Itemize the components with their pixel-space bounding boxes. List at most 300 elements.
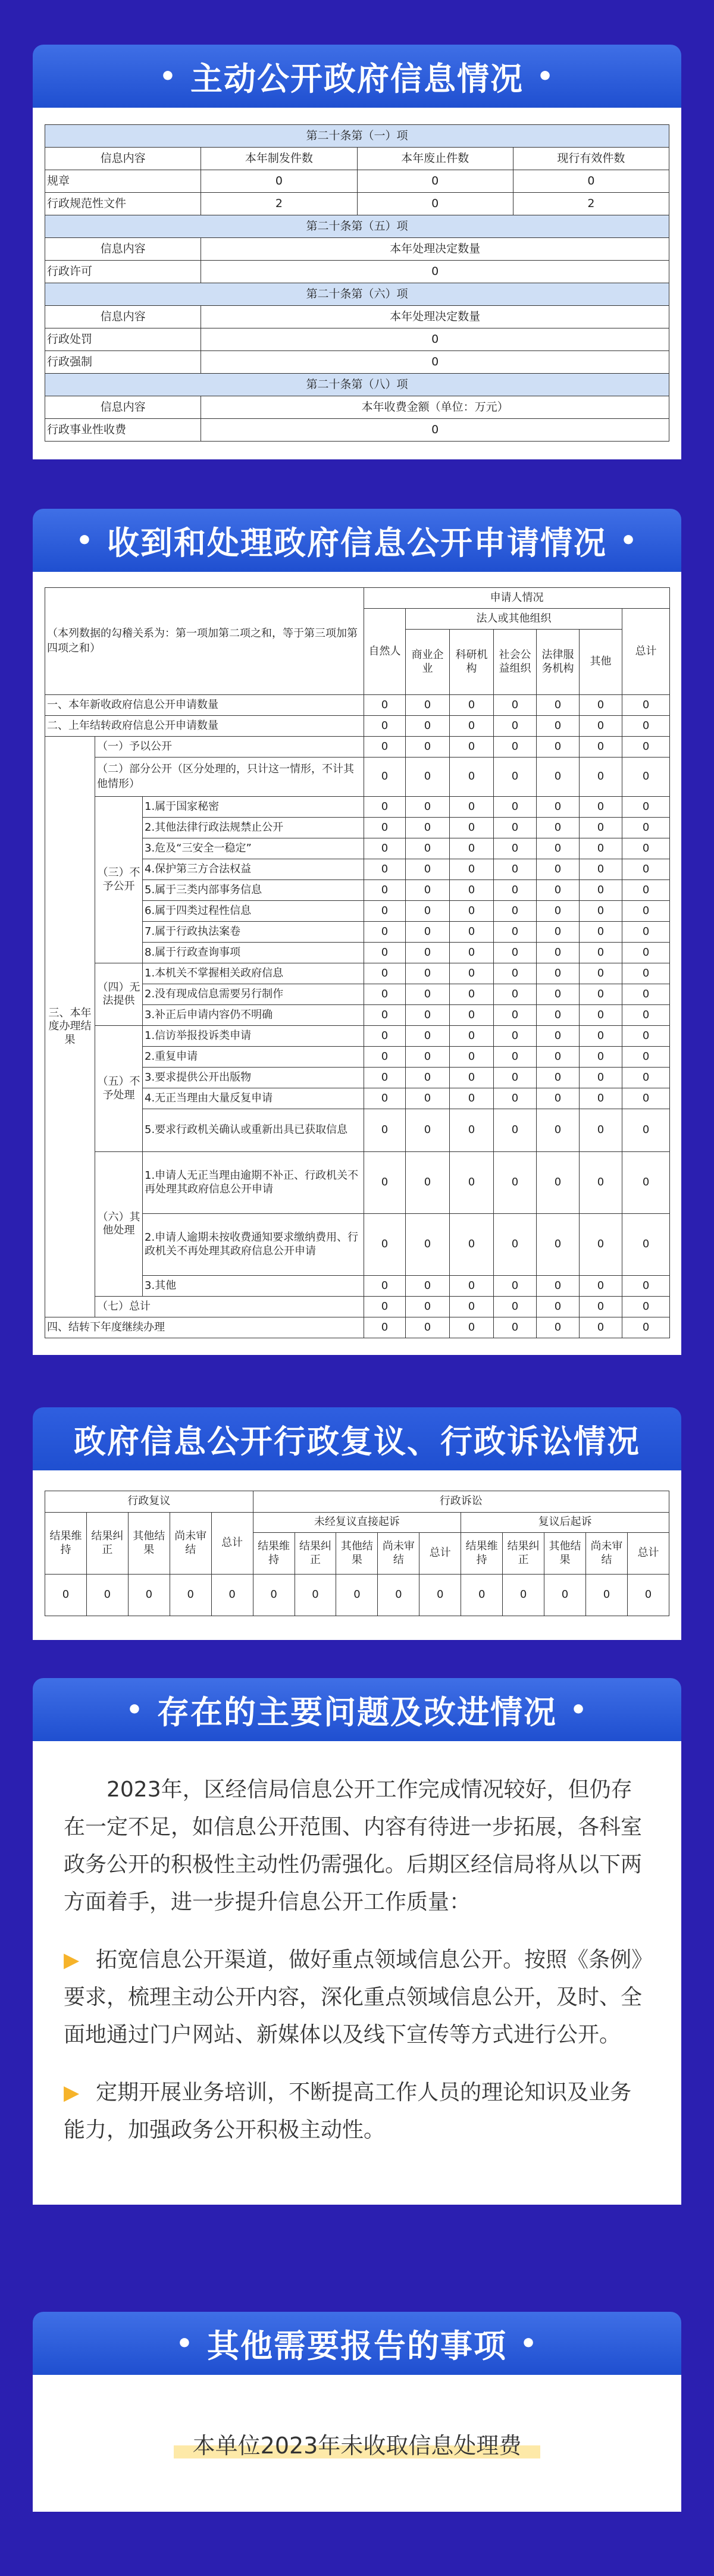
column-header: 其他结果: [544, 1533, 586, 1575]
value-cell: 0: [494, 797, 537, 818]
value-cell: 0: [364, 1297, 406, 1317]
table-cell: 0: [201, 261, 669, 283]
value-cell: 0: [494, 880, 537, 901]
column-header: 自然人: [364, 609, 406, 695]
value-cell: 0: [364, 737, 406, 758]
value-cell: 0: [537, 1317, 580, 1338]
table-cell: 0: [201, 419, 669, 442]
header-row: [45, 1491, 669, 1513]
value-cell: 0: [406, 716, 450, 737]
column-header: 复议后起诉: [461, 1513, 669, 1533]
value-cell: 0: [253, 1575, 295, 1616]
value-cell: 0: [364, 880, 406, 901]
value-cell: 0: [537, 1152, 580, 1214]
value-cell: 0: [580, 943, 622, 963]
value-cell: 0: [406, 818, 450, 838]
value-cell: 0: [364, 859, 406, 880]
bullet-paragraph: [64, 1941, 650, 2054]
value-cell: 0: [450, 716, 494, 737]
value-cell: 0: [406, 984, 450, 1005]
column-header: 本年处理决定数量: [201, 238, 669, 261]
value-cell: 0: [406, 737, 450, 758]
value-cell: 0: [494, 1005, 537, 1026]
section-banner: [33, 509, 681, 572]
value-cell: 0: [406, 1026, 450, 1047]
value-cell: 0: [580, 922, 622, 943]
review-litigation-table: [45, 1491, 669, 1616]
value-cell: 0: [622, 922, 670, 943]
column-header: 未经复议直接起诉: [253, 1513, 461, 1533]
value-cell: 0: [537, 984, 580, 1005]
value-cell: 0: [295, 1575, 336, 1616]
value-cell: 0: [494, 1047, 537, 1068]
value-cell: 0: [364, 1152, 406, 1214]
row-label: 3.要求提供公开出版物: [143, 1068, 364, 1088]
value-cell: 0: [503, 1575, 544, 1616]
row-label: 一、本年新收政府信息公开申请数量: [45, 695, 364, 716]
value-cell: 0: [406, 943, 450, 963]
row-label: 8.属于行政查询事项: [143, 943, 364, 963]
bullet-dot: •: [126, 1694, 144, 1725]
value-cell: 0: [580, 1276, 622, 1297]
paragraph: 2023年，区经信局信息公开工作完成情况较好，但仍存在一定不足，如信息公开范围、内容有待进一步拓展，各科室政务公开的积极性主动性仍需强化。后期区经信局将从以下两方面着手，进一步提升信息公开工作质量：: [64, 1777, 643, 1914]
column-header: 结果维持: [253, 1533, 295, 1575]
row-label: 7.属于行政执法案卷: [143, 922, 364, 943]
table-cell: 行政处罚: [45, 328, 201, 351]
value-cell: 0: [406, 1214, 450, 1276]
row-label: 3.其他: [143, 1276, 364, 1297]
value-cell: 0: [494, 1276, 537, 1297]
value-cell: 0: [450, 922, 494, 943]
value-cell: 0: [461, 1575, 503, 1616]
value-cell: 0: [406, 758, 450, 797]
column-header: 总计: [627, 1533, 669, 1575]
table-cell: 0: [201, 170, 357, 193]
value-cell: 0: [450, 737, 494, 758]
value-cell: 0: [450, 797, 494, 818]
bullet-paragraph: [64, 2074, 650, 2149]
row-label: 4.保护第三方合法权益: [143, 859, 364, 880]
column-header: 本年制发件数: [201, 148, 357, 170]
table-row: [45, 716, 670, 737]
table-row: [45, 1575, 669, 1616]
value-cell: 0: [537, 943, 580, 963]
row-label: 1.申请人无正当理由逾期不补正、行政机关不再处理其政府信息公开申请: [143, 1152, 364, 1214]
value-cell: 0: [622, 1005, 670, 1026]
highlighted-note: 本单位2023年未收取信息处理费: [174, 2427, 541, 2460]
section-title: 政府信息公开行政复议、行政诉讼情况: [74, 1422, 640, 1460]
value-cell: 0: [494, 695, 537, 716]
column-header: 申请人情况: [364, 588, 670, 609]
value-cell: 0: [450, 963, 494, 984]
value-cell: 0: [170, 1575, 211, 1616]
value-cell: 0: [494, 1152, 537, 1214]
value-cell: 0: [364, 1026, 406, 1047]
value-cell: 0: [622, 1068, 670, 1088]
value-cell: 0: [450, 880, 494, 901]
table-cell: 0: [201, 351, 669, 374]
table-row: [45, 193, 669, 215]
column-header: 信息内容: [45, 306, 201, 328]
value-cell: 0: [406, 901, 450, 922]
value-cell: 0: [622, 797, 670, 818]
value-cell: 0: [406, 1152, 450, 1214]
column-header: 信息内容: [45, 238, 201, 261]
value-cell: 0: [580, 901, 622, 922]
value-cell: 0: [585, 1575, 627, 1616]
column-header: 现行有效件数: [513, 148, 669, 170]
column-header: 其他结果: [336, 1533, 378, 1575]
value-cell: 0: [580, 963, 622, 984]
table-header: 第二十条第（一）项: [45, 125, 669, 148]
value-cell: 0: [450, 1317, 494, 1338]
section-title: 主动公开政府信息情况: [190, 60, 524, 98]
column-header: 法人或其他组织: [406, 609, 622, 630]
value-cell: 0: [622, 901, 670, 922]
value-cell: 0: [450, 859, 494, 880]
value-cell: 0: [364, 1317, 406, 1338]
value-cell: 0: [580, 737, 622, 758]
value-cell: 0: [580, 880, 622, 901]
value-cell: 0: [494, 737, 537, 758]
value-cell: 0: [450, 818, 494, 838]
section-card: [33, 1741, 681, 2205]
value-cell: 0: [450, 1297, 494, 1317]
value-cell: 0: [622, 880, 670, 901]
value-cell: 0: [336, 1575, 378, 1616]
value-cell: 0: [450, 1276, 494, 1297]
bullet-dot: •: [570, 1694, 588, 1725]
value-cell: 0: [450, 1109, 494, 1152]
section-card: [33, 1470, 681, 1640]
table-row: [45, 1152, 670, 1214]
column-header: 结果纠正: [86, 1513, 128, 1575]
value-cell: 0: [537, 797, 580, 818]
column-header: 本年处理决定数量: [201, 306, 669, 328]
paragraph-text: 拓宽信息公开渠道，做好重点领域信息公开。按照《条例》要求，梳理主动公开内容，深化重点领域信息公开，及时、全面地通过门户网站、新媒体以及线下宣传等方式进行公开。: [64, 1948, 643, 2047]
value-cell: 0: [494, 1088, 537, 1109]
value-cell: 0: [622, 1026, 670, 1047]
value-cell: 0: [494, 1317, 537, 1338]
table-header: 第二十条第（五）项: [45, 215, 669, 238]
column-header: 结果维持: [45, 1513, 87, 1575]
column-header: 结果纠正: [295, 1533, 336, 1575]
row-label: 四、结转下年度继续办理: [45, 1317, 364, 1338]
table-row: [45, 1317, 670, 1338]
table-cell: 行政事业性收费: [45, 419, 201, 442]
column-header: 商业企业: [406, 630, 450, 695]
table-cell: 行政强制: [45, 351, 201, 374]
table-row: [45, 695, 670, 716]
table-header: 第二十条第（八）项: [45, 374, 669, 396]
value-cell: 0: [450, 984, 494, 1005]
value-cell: 0: [580, 1297, 622, 1317]
group-label: （六）其他处理: [95, 1152, 143, 1297]
value-cell: 0: [364, 818, 406, 838]
value-cell: 0: [494, 963, 537, 984]
value-cell: 0: [406, 1088, 450, 1109]
value-cell: 0: [378, 1575, 419, 1616]
value-cell: 0: [364, 984, 406, 1005]
row-label: 1.属于国家秘密: [143, 797, 364, 818]
bullet-dot: •: [76, 525, 94, 556]
other-matters-section: [33, 2312, 681, 2512]
value-cell: 0: [406, 1297, 450, 1317]
table-cell: 0: [357, 170, 513, 193]
value-cell: 0: [364, 758, 406, 797]
row-label: 三、本年度办理结果: [45, 737, 95, 1317]
bullet-dot: •: [176, 2328, 194, 2359]
value-cell: 0: [406, 1109, 450, 1152]
value-cell: 0: [364, 1068, 406, 1088]
value-cell: 0: [580, 797, 622, 818]
value-cell: 0: [450, 838, 494, 859]
value-cell: 0: [364, 922, 406, 943]
row-label: 二、上年结转政府信息公开申请数量: [45, 716, 364, 737]
value-cell: 0: [406, 1047, 450, 1068]
value-cell: 0: [580, 1152, 622, 1214]
value-cell: 0: [494, 943, 537, 963]
value-cell: 0: [580, 1068, 622, 1088]
value-cell: 0: [537, 818, 580, 838]
column-header: 社会公益组织: [494, 630, 537, 695]
table-cell: 2: [513, 193, 669, 215]
value-cell: 0: [419, 1575, 461, 1616]
value-cell: 0: [494, 1214, 537, 1276]
table-row: [45, 328, 669, 351]
value-cell: 0: [450, 1047, 494, 1068]
value-cell: 0: [364, 1276, 406, 1297]
value-cell: 0: [622, 716, 670, 737]
table-cell: 0: [513, 170, 669, 193]
value-cell: 0: [537, 758, 580, 797]
value-cell: 0: [364, 1088, 406, 1109]
value-cell: 0: [406, 963, 450, 984]
table-row: [45, 963, 670, 984]
value-cell: 0: [364, 1047, 406, 1068]
value-cell: 0: [580, 1317, 622, 1338]
value-cell: 0: [622, 838, 670, 859]
proactive-disclosure-section: [33, 45, 681, 459]
table-row: [45, 170, 669, 193]
value-cell: 0: [450, 1214, 494, 1276]
value-cell: 0: [406, 859, 450, 880]
value-cell: 0: [580, 818, 622, 838]
value-cell: 0: [450, 901, 494, 922]
value-cell: 0: [494, 818, 537, 838]
value-cell: 0: [622, 859, 670, 880]
value-cell: 0: [537, 1026, 580, 1047]
row-label: 1.信访举报投诉类申请: [143, 1026, 364, 1047]
value-cell: 0: [406, 922, 450, 943]
value-cell: 0: [622, 1317, 670, 1338]
column-header: 总计: [622, 609, 670, 695]
value-cell: 0: [627, 1575, 669, 1616]
row-label: 6.属于四类过程性信息: [143, 901, 364, 922]
column-header: 其他结果: [128, 1513, 170, 1575]
value-cell: 0: [622, 984, 670, 1005]
value-cell: 0: [494, 838, 537, 859]
column-header: 信息内容: [45, 396, 201, 419]
value-cell: 0: [580, 1026, 622, 1047]
value-cell: 0: [622, 1047, 670, 1068]
row-label: 2.没有现成信息需要另行制作: [143, 984, 364, 1005]
section-banner: [33, 2312, 681, 2375]
value-cell: 0: [580, 758, 622, 797]
value-cell: 0: [406, 695, 450, 716]
value-cell: 0: [406, 880, 450, 901]
header-row: [45, 1513, 669, 1533]
value-cell: 0: [622, 695, 670, 716]
table-cell: 规章: [45, 170, 201, 193]
bullet-dot: •: [159, 61, 177, 92]
group-label: （三）不予公开: [95, 797, 143, 963]
value-cell: 0: [537, 695, 580, 716]
value-cell: 0: [494, 758, 537, 797]
column-header: 尚未审结: [170, 1513, 211, 1575]
column-header: 科研机构: [450, 630, 494, 695]
column-header: 总计: [419, 1533, 461, 1575]
column-header: 结果纠正: [503, 1533, 544, 1575]
column-header: 结果维持: [461, 1533, 503, 1575]
column-header: 尚未审结: [378, 1533, 419, 1575]
table-row: [45, 758, 670, 797]
value-cell: 0: [537, 1276, 580, 1297]
section-banner: [33, 1407, 681, 1470]
column-header: 尚未审结: [585, 1533, 627, 1575]
table-row: [45, 1026, 670, 1047]
value-cell: 0: [537, 922, 580, 943]
table-row: [45, 351, 669, 374]
column-header: 信息内容: [45, 148, 201, 170]
column-header: 行政诉讼: [253, 1491, 669, 1513]
value-cell: 0: [364, 695, 406, 716]
value-cell: 0: [622, 737, 670, 758]
value-cell: 0: [580, 1214, 622, 1276]
value-cell: 0: [406, 1068, 450, 1088]
section-card: [33, 572, 681, 1355]
value-cell: 0: [406, 1317, 450, 1338]
row-label: 5.要求行政机关确认或重新出具已获取信息: [143, 1109, 364, 1152]
value-cell: 0: [537, 880, 580, 901]
value-cell: 0: [406, 1276, 450, 1297]
review-litigation-section: [33, 1407, 681, 1640]
bullet-dot: •: [520, 2328, 538, 2359]
value-cell: 0: [364, 1214, 406, 1276]
value-cell: 0: [494, 716, 537, 737]
value-cell: 0: [450, 695, 494, 716]
value-cell: 0: [537, 1214, 580, 1276]
value-cell: 0: [537, 901, 580, 922]
table-header: 第二十条第（六）项: [45, 283, 669, 306]
table-cell: 0: [201, 328, 669, 351]
value-cell: 0: [128, 1575, 170, 1616]
value-cell: 0: [537, 1088, 580, 1109]
section-title: 存在的主要问题及改进情况: [157, 1693, 557, 1731]
value-cell: 0: [494, 984, 537, 1005]
table-cell: 2: [201, 193, 357, 215]
header-row: [45, 588, 670, 609]
value-cell: 0: [537, 838, 580, 859]
note-cell: （本列数据的勾稽关系为：第一项加第二项之和，等于第三项加第四项之和）: [45, 588, 364, 695]
value-cell: 0: [364, 838, 406, 859]
value-cell: 0: [580, 695, 622, 716]
value-cell: 0: [364, 963, 406, 984]
value-cell: 0: [622, 1109, 670, 1152]
value-cell: 0: [544, 1575, 586, 1616]
group-label: （四）无法提供: [95, 963, 143, 1026]
triangle-bullet-icon: ▶: [64, 1948, 80, 1972]
value-cell: 0: [364, 797, 406, 818]
value-cell: 0: [580, 984, 622, 1005]
row-label: （二）部分公开（区分处理的，只计这一情形，不计其他情形）: [95, 758, 364, 797]
value-cell: 0: [494, 1026, 537, 1047]
table-row: [45, 419, 669, 442]
value-cell: 0: [622, 818, 670, 838]
value-cell: 0: [450, 1152, 494, 1214]
value-cell: 0: [580, 838, 622, 859]
value-cell: 0: [622, 963, 670, 984]
value-cell: 0: [622, 1152, 670, 1214]
column-header: 本年收费金额（单位：万元）: [201, 396, 669, 419]
application-table: [45, 587, 670, 1338]
table-row: [45, 1297, 670, 1317]
group-label: （五）不予处理: [95, 1026, 143, 1152]
value-cell: 0: [450, 1088, 494, 1109]
value-cell: 0: [537, 1297, 580, 1317]
value-cell: 0: [537, 1068, 580, 1088]
value-cell: 0: [622, 1214, 670, 1276]
table-row: [45, 261, 669, 283]
value-cell: 0: [364, 943, 406, 963]
value-cell: 0: [364, 1005, 406, 1026]
column-header: 其他: [580, 630, 622, 695]
row-label: （一）予以公开: [95, 737, 364, 758]
value-cell: 0: [45, 1575, 87, 1616]
bullet-dot: •: [620, 525, 638, 556]
value-cell: 0: [580, 859, 622, 880]
value-cell: 0: [450, 1068, 494, 1088]
value-cell: 0: [537, 1047, 580, 1068]
value-cell: 0: [622, 1276, 670, 1297]
value-cell: 0: [450, 943, 494, 963]
column-header: 行政复议: [45, 1491, 253, 1513]
value-cell: 0: [494, 1109, 537, 1152]
value-cell: 0: [494, 1068, 537, 1088]
row-label: 4.无正当理由大量反复申请: [143, 1088, 364, 1109]
column-header: 总计: [211, 1513, 253, 1575]
value-cell: 0: [406, 838, 450, 859]
value-cell: 0: [364, 901, 406, 922]
column-header: 法律服务机构: [537, 630, 580, 695]
table-cell: 行政规范性文件: [45, 193, 201, 215]
row-label: 3.补正后申请内容仍不明确: [143, 1005, 364, 1026]
row-label: （七）总计: [95, 1297, 364, 1317]
value-cell: 0: [580, 1047, 622, 1068]
value-cell: 0: [86, 1575, 128, 1616]
row-label: 5.属于三类内部事务信息: [143, 880, 364, 901]
row-label: 3.危及“三安全一稳定”: [143, 838, 364, 859]
value-cell: 0: [537, 737, 580, 758]
value-cell: 0: [580, 1088, 622, 1109]
value-cell: 0: [580, 1109, 622, 1152]
section-title: 其他需要报告的事项: [207, 2327, 507, 2365]
value-cell: 0: [494, 1297, 537, 1317]
value-cell: 0: [494, 922, 537, 943]
row-label: 1.本机关不掌握相关政府信息: [143, 963, 364, 984]
row-label: 2.重复申请: [143, 1047, 364, 1068]
value-cell: 0: [622, 758, 670, 797]
